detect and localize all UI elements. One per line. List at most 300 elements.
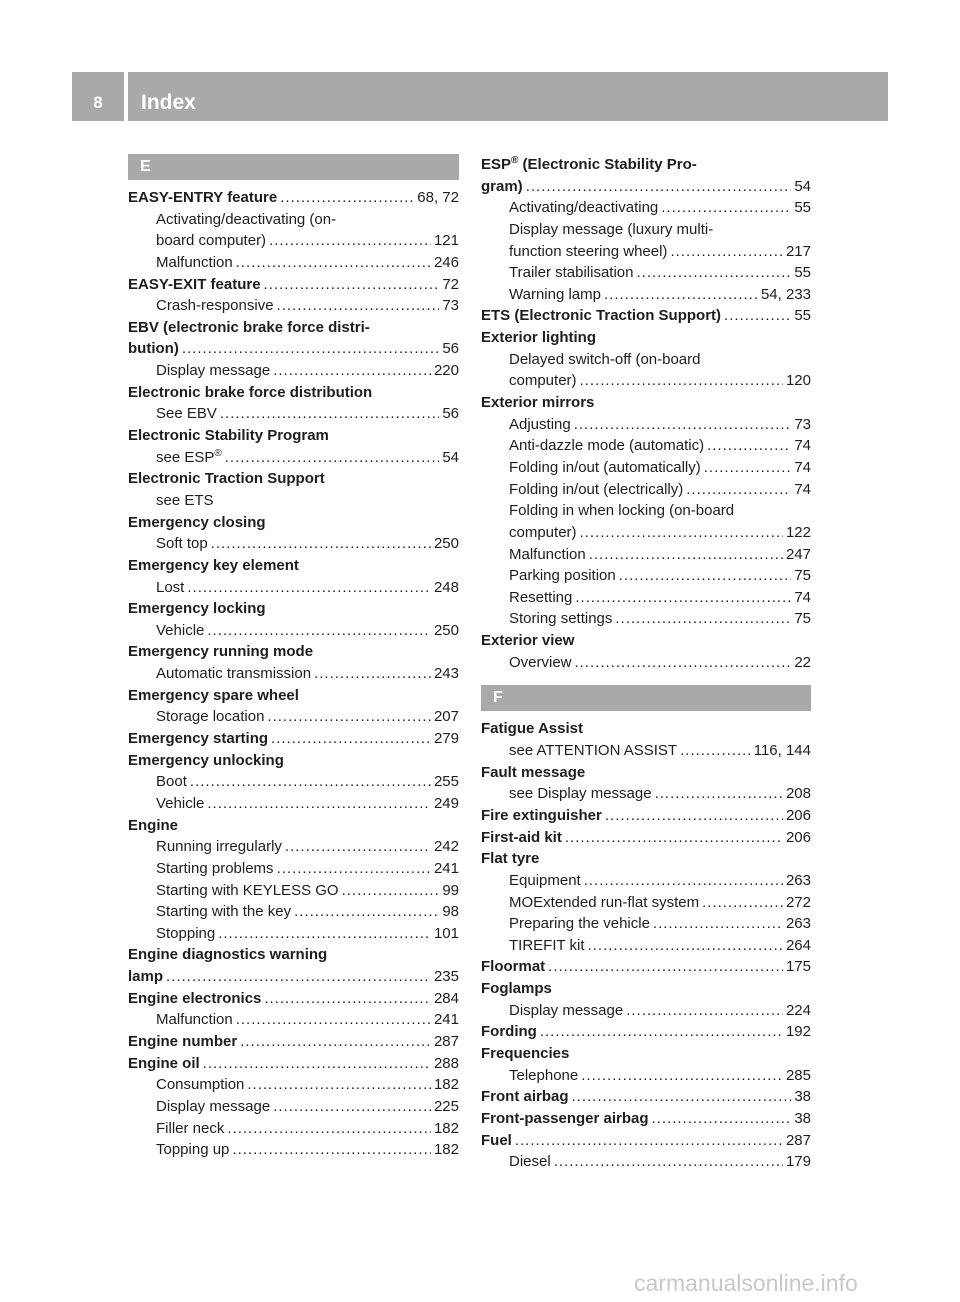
index-entry <box>128 425 459 447</box>
entry-text <box>509 479 683 501</box>
page-reference-link[interactable]: 75 <box>794 567 811 585</box>
entry-text <box>481 1086 569 1108</box>
index-entry <box>481 176 811 198</box>
page-reference-link[interactable]: 206 <box>785 806 811 824</box>
entry-text <box>509 783 652 805</box>
index-column-right <box>481 154 811 1173</box>
index-entry <box>128 555 459 577</box>
entry-text <box>509 608 612 630</box>
page-reference-link[interactable]: 68, 72 <box>417 189 459 206</box>
entry-label: Consumption <box>156 1076 245 1094</box>
entry-label: Engine number <box>128 1032 238 1050</box>
entry-label: Parking position <box>509 567 616 585</box>
index-entry <box>481 154 811 176</box>
entry-label: Frequencies <box>481 1044 570 1062</box>
entry-text <box>128 187 277 209</box>
entry-text <box>156 663 311 685</box>
dot-leader <box>580 370 783 392</box>
entry-label: Folding in when locking (on-board <box>509 502 735 520</box>
index-entry <box>128 338 459 360</box>
page-reference-link[interactable]: 192 <box>785 1023 811 1041</box>
dot-leader <box>554 1151 783 1173</box>
page-reference-link[interactable]: 207 <box>433 708 459 726</box>
entry-label: gram) <box>481 177 523 195</box>
page-reference-link[interactable]: 225 <box>433 1097 459 1115</box>
page-reference-link[interactable]: 74 <box>794 480 811 498</box>
dot-leader <box>565 827 783 849</box>
page-reference-link[interactable]: 288 <box>433 1054 459 1072</box>
entry-label: Automatic transmission <box>156 665 312 683</box>
dot-leader <box>203 1053 431 1075</box>
entry-text <box>481 305 721 327</box>
entry-text <box>509 587 572 609</box>
index-subentry <box>128 858 459 880</box>
entry-text <box>481 762 585 784</box>
index-entry <box>481 805 811 827</box>
entry-label: Delayed switch-off (on-board <box>509 350 701 368</box>
entry-text <box>481 718 583 740</box>
entry-text <box>128 988 261 1010</box>
entry-text <box>156 1096 270 1118</box>
page-reference-link[interactable]: 263 <box>785 871 811 889</box>
registered-mark: ® <box>214 447 222 459</box>
entry-label: computer) <box>509 523 577 541</box>
dot-leader <box>166 966 431 988</box>
entry-text <box>156 706 264 728</box>
entry-label: Engine oil <box>128 1054 200 1072</box>
index-subentry <box>128 577 459 599</box>
dot-leader <box>615 608 791 630</box>
index-subentry <box>481 457 811 479</box>
entry-label: bution) <box>128 340 179 358</box>
page-reference-link[interactable]: 56 <box>442 340 459 358</box>
entry-label: Activating/deactivating (on- <box>156 210 337 228</box>
entry-label: Folding in/out (automatically) <box>509 458 701 476</box>
index-subentry <box>128 620 459 642</box>
dot-leader <box>232 1139 431 1161</box>
entry-text <box>509 370 577 392</box>
entry-label: Electronic Stability Program <box>128 427 329 445</box>
page-reference-link[interactable]: 246 <box>433 253 459 271</box>
entry-label-continued: (Electronic Stability Pro- <box>518 156 697 173</box>
index-subentry <box>128 295 459 317</box>
page-reference-link[interactable]: 73 <box>442 297 459 315</box>
index-entry <box>128 944 459 966</box>
entry-label: Display message (luxury multi- <box>509 220 714 238</box>
page-reference-link[interactable]: 74 <box>794 588 811 606</box>
page-reference-link[interactable]: 75 <box>794 610 811 628</box>
index-subentry <box>481 783 811 805</box>
entry-text <box>128 641 313 663</box>
entry-text <box>156 1139 229 1161</box>
dot-leader <box>240 1031 431 1053</box>
index-subentry <box>128 880 459 902</box>
entry-label: Equipment <box>509 871 581 889</box>
index-letter-heading: E <box>128 154 459 180</box>
index-subentry <box>481 1000 811 1022</box>
entry-text <box>509 892 699 914</box>
dot-leader <box>182 338 440 360</box>
page-reference-link[interactable]: 241 <box>433 1011 459 1029</box>
page-reference-link[interactable]: 220 <box>433 362 459 380</box>
index-subentry <box>128 403 459 425</box>
index-entry <box>128 317 459 339</box>
index-subentry <box>481 608 811 630</box>
dot-leader <box>589 544 783 566</box>
page-reference-link[interactable]: 122 <box>785 523 811 541</box>
entry-text <box>509 457 701 479</box>
entry-label: TIREFIT kit <box>509 936 585 954</box>
entry-text <box>509 565 616 587</box>
entry-text <box>156 490 214 512</box>
entry-label: Emergency starting <box>128 730 269 748</box>
entry-label: See EBV <box>156 405 217 423</box>
dot-leader <box>686 479 791 501</box>
page-reference-link[interactable]: 120 <box>785 372 811 390</box>
entry-text <box>156 880 339 902</box>
entry-label: Engine <box>128 816 179 834</box>
page-reference-link[interactable]: 247 <box>785 545 811 563</box>
index-entry <box>128 382 459 404</box>
entry-label: Front airbag <box>481 1088 569 1106</box>
index-entry <box>481 392 811 414</box>
entry-label: Activating/deactivating <box>509 199 659 217</box>
index-subentry <box>481 479 811 501</box>
entry-text <box>128 598 266 620</box>
dot-leader <box>572 1086 792 1108</box>
entry-text <box>481 1108 649 1130</box>
index-subentry <box>128 1074 459 1096</box>
dot-leader <box>707 435 791 457</box>
dot-leader <box>190 771 431 793</box>
entry-text <box>509 1065 578 1087</box>
entry-label: Crash-responsive <box>156 297 274 315</box>
page-reference-link[interactable]: 243 <box>433 665 459 683</box>
entry-label: Exterior lighting <box>481 329 597 347</box>
index-entry <box>481 327 811 349</box>
index-subentry <box>128 1118 459 1140</box>
page-reference-link[interactable]: 175 <box>785 958 811 976</box>
entry-text <box>128 966 163 988</box>
entry-label: Filler neck <box>156 1119 225 1137</box>
dot-leader <box>574 414 792 436</box>
entry-text <box>128 338 179 360</box>
entry-text <box>156 901 291 923</box>
page-reference-link[interactable]: 248 <box>433 578 459 596</box>
dot-leader <box>269 230 431 252</box>
index-subentry <box>481 522 811 544</box>
index-subentry <box>481 435 811 457</box>
page-reference-link[interactable]: 264 <box>785 936 811 954</box>
entry-text <box>481 1130 512 1152</box>
index-entry <box>481 762 811 784</box>
page-reference-link[interactable]: 224 <box>785 1001 811 1019</box>
entry-label: Exterior view <box>481 632 575 650</box>
dot-leader <box>575 652 792 674</box>
page-reference-link[interactable]: 54 <box>442 448 459 466</box>
entry-label: Trailer stabilisation <box>509 264 634 282</box>
entry-label: EASY-EXIT feature <box>128 275 261 293</box>
page-reference-link[interactable]: 217 <box>785 242 811 260</box>
index-subentry <box>128 230 459 252</box>
index-subentry <box>481 197 811 219</box>
dot-leader <box>285 836 431 858</box>
dot-leader <box>619 565 792 587</box>
entry-text <box>481 978 552 1000</box>
page-reference-link[interactable]: 272 <box>785 893 811 911</box>
entry-label: Preparing the vehicle <box>509 915 650 933</box>
page-reference-link[interactable]: 54, 233 <box>760 285 811 303</box>
entry-label: see Display message <box>509 785 652 803</box>
index-subentry <box>128 836 459 858</box>
dot-leader <box>273 360 431 382</box>
index-subentry <box>481 414 811 436</box>
entry-label: Display message <box>156 362 271 380</box>
entry-text <box>156 771 187 793</box>
dot-leader <box>227 1118 431 1140</box>
page-reference-link[interactable]: 38 <box>794 1088 811 1106</box>
dot-leader <box>584 870 783 892</box>
entry-text <box>156 620 204 642</box>
entry-text <box>156 1118 224 1140</box>
page-reference-link[interactable]: 285 <box>785 1066 811 1084</box>
entry-text <box>128 468 325 490</box>
entry-text <box>156 230 266 252</box>
index-subentry <box>128 901 459 923</box>
page-reference-link[interactable]: 242 <box>433 838 459 856</box>
dot-leader <box>247 1074 431 1096</box>
dot-leader <box>680 740 751 762</box>
dot-leader <box>702 892 783 914</box>
entry-label: Emergency running mode <box>128 643 314 661</box>
index-subentry <box>481 587 811 609</box>
index-subentry <box>481 565 811 587</box>
entry-text <box>156 923 215 945</box>
dot-leader <box>187 577 431 599</box>
entry-text <box>128 750 284 772</box>
entry-text <box>156 403 217 425</box>
entry-text <box>481 956 545 978</box>
dot-leader <box>655 783 783 805</box>
index-subentry <box>481 544 811 566</box>
entry-text <box>509 219 713 241</box>
dot-leader <box>575 587 791 609</box>
dot-leader <box>653 913 783 935</box>
entry-text <box>128 425 329 447</box>
entry-label: Fatigue Assist <box>481 720 583 738</box>
page-reference-link[interactable]: 179 <box>785 1153 811 1171</box>
entry-label: Telephone <box>509 1066 579 1084</box>
page-reference-link[interactable]: 121 <box>433 232 459 250</box>
page-reference-link[interactable]: 101 <box>433 924 459 942</box>
page-reference-link[interactable]: 287 <box>785 1131 811 1149</box>
entry-text <box>128 555 299 577</box>
entry-label: Malfunction <box>156 1011 233 1029</box>
index-entry <box>481 305 811 327</box>
entry-text <box>509 1000 623 1022</box>
dot-leader <box>211 533 431 555</box>
entry-label: Emergency locking <box>128 600 266 618</box>
dot-leader <box>277 295 440 317</box>
entry-label: Malfunction <box>509 545 586 563</box>
entry-label: Fault message <box>481 763 586 781</box>
index-column-left <box>128 154 459 1161</box>
page-reference-link[interactable]: 38 <box>794 1109 811 1127</box>
dot-leader <box>588 935 783 957</box>
page-reference-link[interactable]: 206 <box>785 828 811 846</box>
page-reference-link[interactable]: 241 <box>433 859 459 877</box>
index-subentry <box>481 241 811 263</box>
index-subentry <box>481 870 811 892</box>
entry-label: Vehicle <box>156 794 205 812</box>
page-reference-link[interactable]: 182 <box>433 1076 459 1094</box>
page-reference-link[interactable]: 55 <box>794 264 811 282</box>
index-subentry <box>128 533 459 555</box>
entry-text <box>156 577 184 599</box>
index-subentry <box>481 935 811 957</box>
entry-label: Topping up <box>156 1141 230 1159</box>
index-subentry <box>128 252 459 274</box>
page-reference-link[interactable]: 250 <box>433 621 459 639</box>
entry-label: Electronic Traction Support <box>128 470 325 488</box>
entry-label: computer) <box>509 372 577 390</box>
entry-label: function steering wheel) <box>509 242 668 260</box>
index-subentry <box>481 892 811 914</box>
entry-text <box>481 154 697 176</box>
entry-text <box>481 1043 569 1065</box>
index-subentry <box>128 360 459 382</box>
dot-leader <box>540 1021 783 1043</box>
dot-leader <box>637 262 792 284</box>
index-entry <box>481 1130 811 1152</box>
page-reference-link[interactable]: 284 <box>433 989 459 1007</box>
dot-leader <box>220 403 439 425</box>
entry-text <box>481 805 602 827</box>
dot-leader <box>342 880 440 902</box>
entry-label: Stopping <box>156 924 216 942</box>
index-entry <box>481 848 811 870</box>
index-entry <box>128 187 459 209</box>
dot-leader <box>271 728 431 750</box>
index-subentry <box>128 771 459 793</box>
dot-leader <box>580 522 783 544</box>
page-reference-link[interactable]: 74 <box>794 458 811 476</box>
index-entry <box>128 468 459 490</box>
index-subentry <box>481 500 811 522</box>
entry-label: see ESP <box>156 448 215 466</box>
entry-label: Engine diagnostics warning <box>128 946 328 964</box>
entry-text <box>128 944 327 966</box>
page-reference-link[interactable]: 250 <box>433 535 459 553</box>
page-reference-link[interactable]: 74 <box>794 437 811 455</box>
entry-text <box>156 858 274 880</box>
dot-leader <box>218 923 431 945</box>
entry-label: EASY-ENTRY feature <box>128 189 278 206</box>
entry-text <box>481 176 523 198</box>
dot-leader <box>548 956 783 978</box>
index-entry <box>128 641 459 663</box>
entry-text <box>509 913 650 935</box>
entry-text <box>481 327 596 349</box>
entry-text <box>481 1021 537 1043</box>
entry-label: ESP <box>481 156 512 173</box>
page-reference-link[interactable]: 55 <box>794 199 811 217</box>
page-reference-link[interactable]: 56 <box>442 405 459 423</box>
page-reference-link[interactable]: 249 <box>433 794 459 812</box>
page-reference-link[interactable]: 98 <box>442 903 459 921</box>
entry-label: Malfunction <box>156 253 233 271</box>
entry-label: Resetting <box>509 588 573 606</box>
entry-text <box>128 1031 237 1053</box>
entry-text <box>156 1009 233 1031</box>
entry-label: Exterior mirrors <box>481 394 595 412</box>
page-reference-link[interactable]: 255 <box>433 773 459 791</box>
entry-text <box>481 827 562 849</box>
dot-leader <box>605 805 783 827</box>
page-reference-link[interactable]: 116, 144 <box>753 742 811 760</box>
index-entry <box>481 827 811 849</box>
page-reference-link[interactable]: 235 <box>433 968 459 986</box>
index-subentry <box>481 652 811 674</box>
index-entry <box>481 1108 811 1130</box>
entry-text <box>156 1074 244 1096</box>
entry-label: lamp <box>128 968 164 986</box>
page-reference-link[interactable]: 99 <box>442 881 459 899</box>
page-reference-link[interactable]: 55 <box>794 307 811 325</box>
page-reference-link[interactable]: 263 <box>785 915 811 933</box>
entry-text <box>509 1151 551 1173</box>
page-reference-link[interactable]: 73 <box>794 415 811 433</box>
page-reference-link[interactable]: 279 <box>433 730 459 748</box>
page-reference-link[interactable]: 182 <box>433 1141 459 1159</box>
entry-label: see ATTENTION ASSIST <box>509 742 678 760</box>
dot-leader <box>277 858 431 880</box>
dot-leader <box>225 447 440 469</box>
entry-text <box>509 652 572 674</box>
entry-label: Fuel <box>481 1131 512 1149</box>
entry-text <box>509 349 700 371</box>
index-entry <box>128 274 459 296</box>
entry-label: First-aid kit <box>481 828 562 846</box>
index-entry <box>481 630 811 652</box>
entry-label: Fire extinguisher <box>481 806 602 824</box>
entry-text <box>481 392 594 414</box>
watermark-logo: carmanualsonline.info <box>634 1270 858 1296</box>
page-reference-link[interactable]: 72 <box>442 275 459 293</box>
header-divider <box>124 72 128 121</box>
dot-leader <box>581 1065 783 1087</box>
entry-label: Floormat <box>481 958 546 976</box>
entry-text <box>481 848 539 870</box>
entry-label: Emergency unlocking <box>128 751 284 769</box>
page-reference-link[interactable]: 208 <box>785 785 811 803</box>
entry-text <box>509 435 704 457</box>
index-subentry <box>128 209 459 231</box>
entry-label: MOExtended run-flat system <box>509 893 700 911</box>
page-reference-link[interactable]: 54 <box>794 177 811 195</box>
index-subentry <box>128 490 459 512</box>
page-reference-link[interactable]: 22 <box>794 653 811 671</box>
index-entry <box>481 1021 811 1043</box>
page-reference-link[interactable]: 287 <box>433 1032 459 1050</box>
entry-text <box>156 252 233 274</box>
entry-text <box>156 533 208 555</box>
index-entry <box>128 750 459 772</box>
index-subentry <box>128 663 459 685</box>
dot-leader <box>280 187 414 209</box>
index-entry <box>481 718 811 740</box>
page-reference-link[interactable]: 182 <box>433 1119 459 1137</box>
